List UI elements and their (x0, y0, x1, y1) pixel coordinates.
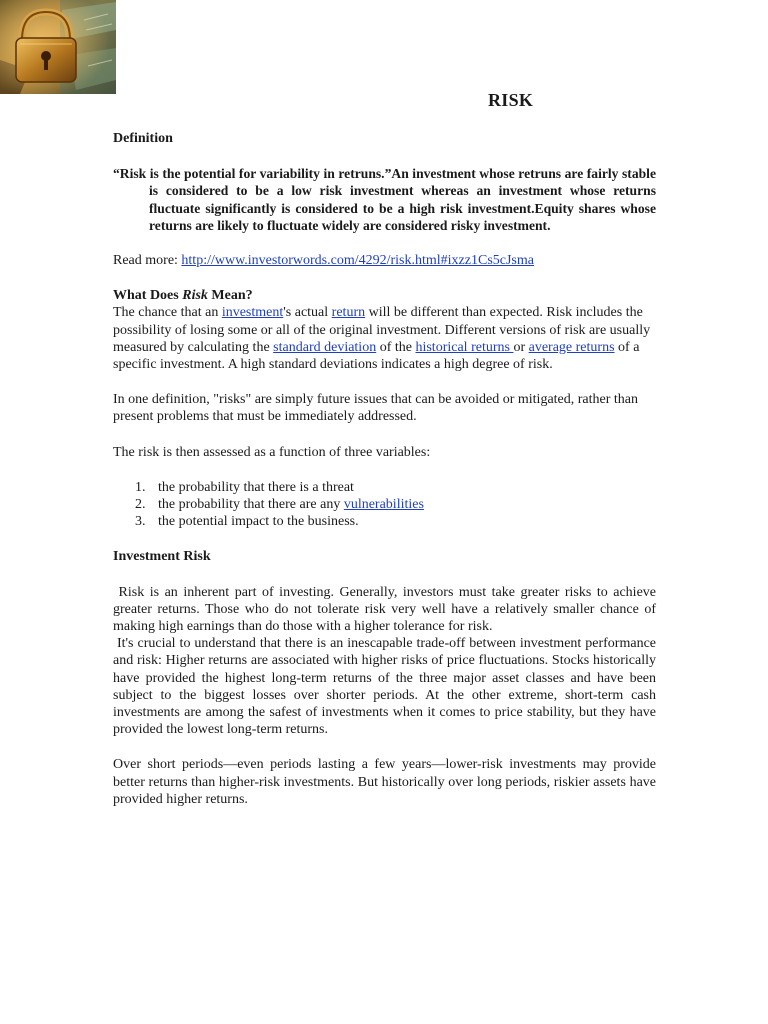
list-number: 3. (135, 514, 146, 530)
padlock-icon (0, 0, 116, 94)
list-item-text: the potential impact to the business. (158, 514, 359, 530)
list-item-text: the probability that there is a threat (158, 479, 354, 495)
definition-heading: Definition (113, 131, 173, 146)
text-run: of a specific investment. A high standard deviations indicates a high degree of risk. (113, 339, 640, 373)
document-body (113, 130, 660, 808)
list-item-text: the probability that there are any (158, 497, 344, 513)
page-title: RISK (488, 90, 534, 110)
average-returns-link[interactable]: average returns (528, 339, 615, 355)
text-run: of the (376, 339, 416, 355)
what-does-heading-pre: What Does (113, 288, 183, 304)
what-does-risk-mean-paragraph (113, 304, 656, 373)
historical-returns-link[interactable]: historical returns (415, 339, 514, 355)
return-link[interactable]: return (331, 305, 366, 321)
text-run: The chance that an (113, 305, 222, 321)
investment-risk-paragraph-1: Risk is an inherent part of investing. Generally, investors must take greater risks to achieve greater returns. Those who do not tolerate risk very well have a relatively smaller chance of making high earnings than do those with a higher tolerance for risk. (113, 584, 660, 635)
investment-risk-paragraph-2: It's crucial to understand that there is an inescapable trade-off between investment performance and risk: Higher returns are associated with higher risks of price fluctuations. Stocks historically have provided the highest long-term returns of the three major asset classes and have been subject to the biggest losses over shorter periods. At the other extreme, short-term cash investments are among the safest of investments when it comes to price stability, but they have provided the lowest long-term returns. (113, 636, 660, 738)
read-more-link[interactable]: http://www.investorwords.com/4292/risk.html#ixzz1Cs5cJsma (181, 253, 534, 269)
three-variables-list (113, 479, 656, 531)
what-does-heading-post: Mean? (207, 288, 253, 304)
definition-quote: “Risk is the potential for variability in retruns.”An investment whose retruns are fairly stable is considered to be a low risk investment whereas an investment whose returns fluctuate significantly is considered to be a high risk investment.Equity shares whose returns are likely to fluctuate widely are considered risky investment. (113, 166, 656, 233)
padlock-money-image (0, 0, 116, 94)
standard-deviation-link[interactable]: standard deviation (273, 339, 377, 355)
list-item (113, 479, 656, 496)
text-run: or (513, 339, 529, 355)
what-does-risk-mean-heading (113, 287, 656, 304)
list-number: 1. (135, 479, 146, 495)
what-does-heading-em: Risk (182, 288, 208, 304)
investment-risk-heading: Investment Risk (113, 549, 211, 565)
one-definition-paragraph: In one definition, "risks" are simply future issues that can be avoided or mitigated, rather than present problems that must be immediately addressed. (113, 392, 639, 425)
text-run: 's actual (283, 305, 332, 321)
investment-risk-paragraph-3: Over short periods—even periods lasting a few years—lower-risk investments may provide better returns than higher-risk investments. But historically over long periods, riskier assets have provided higher returns. (113, 757, 656, 807)
list-number: 2. (135, 497, 146, 513)
vulnerabilities-link[interactable]: vulnerabilities (343, 497, 424, 513)
read-more (113, 252, 656, 269)
list-item (113, 513, 656, 530)
investment-link[interactable]: investment (221, 305, 284, 321)
read-more-label: Read more: (113, 253, 182, 269)
text-run: will be different than expected. Risk includes the possibility of losing some or all of the original investment. Different versions of risk are usually measured by calculating the (113, 305, 651, 355)
list-item (113, 496, 656, 513)
three-variables-intro: The risk is then assessed as a function of three variables: (113, 444, 431, 460)
